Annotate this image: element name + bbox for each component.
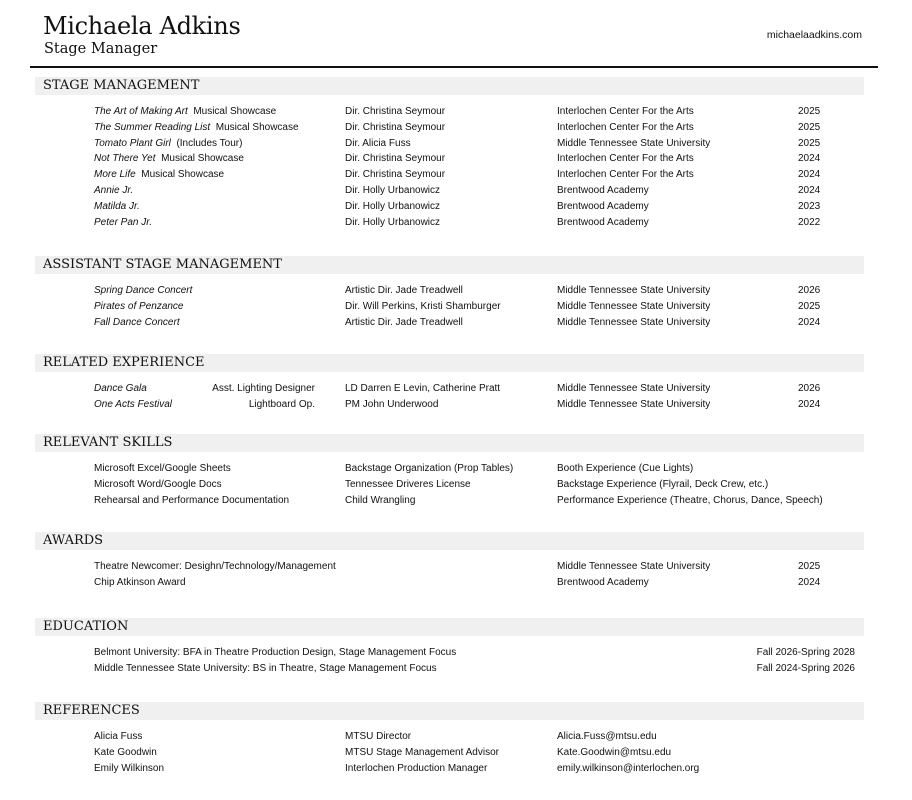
entry-primary: Rehearsal and Performance Documentation bbox=[94, 494, 290, 506]
list-item bbox=[0, 183, 912, 199]
section-rows-stage-management bbox=[0, 104, 912, 230]
section-header-related-experience bbox=[35, 354, 864, 372]
entry-secondary: Tennessee Driveres License bbox=[345, 478, 471, 490]
venue: Brentwood Academy bbox=[557, 200, 649, 212]
venue: Brentwood Academy bbox=[557, 216, 649, 228]
year: 2022 bbox=[798, 216, 821, 228]
list-item bbox=[0, 461, 912, 477]
production-entry bbox=[94, 151, 244, 167]
production-title: The Summer Reading List bbox=[94, 121, 211, 133]
section-rows-education bbox=[0, 645, 912, 677]
director: Artistic Dir. Jade Treadwell bbox=[345, 316, 463, 328]
list-item bbox=[0, 477, 912, 493]
director: Dir. Will Perkins, Kristi Shamburger bbox=[345, 300, 501, 312]
section-header-stage-management bbox=[35, 77, 864, 95]
list-item bbox=[0, 315, 912, 331]
entry-primary: Chip Atkinson Award bbox=[94, 576, 186, 588]
year: 2024 bbox=[798, 316, 821, 328]
section-heading: RELEVANT SKILLS bbox=[43, 435, 173, 450]
production-entry bbox=[94, 381, 147, 397]
director: Dir. Alicia Fuss bbox=[345, 137, 411, 149]
entry-primary: Kate Goodwin bbox=[94, 746, 157, 758]
list-item bbox=[0, 729, 912, 745]
entry-primary: Emily Wilkinson bbox=[94, 762, 165, 774]
production-title: Dance Gala bbox=[94, 383, 147, 394]
section-heading: RELATED EXPERIENCE bbox=[43, 355, 205, 370]
entry-primary: Alicia Fuss bbox=[94, 731, 143, 742]
director: Dir. Christina Seymour bbox=[345, 153, 446, 165]
section-rows-relevant-skills bbox=[0, 461, 912, 508]
production-title: Peter Pan Jr. bbox=[94, 216, 152, 228]
production-entry bbox=[94, 104, 276, 120]
list-item bbox=[0, 299, 912, 315]
section-heading: AWARDS bbox=[43, 533, 104, 548]
entry-tertiary: Backstage Experience (Flyrail, Deck Crew, etc.) bbox=[557, 478, 769, 490]
section-rows-related-experience bbox=[0, 381, 912, 413]
year: 2025 bbox=[798, 561, 821, 572]
director: Artistic Dir. Jade Treadwell bbox=[345, 285, 463, 296]
year: 2024 bbox=[798, 184, 821, 196]
entry-primary: Microsoft Word/Google Docs bbox=[94, 478, 222, 490]
year: 2026 bbox=[798, 383, 821, 394]
venue: Interlochen Center For the Arts bbox=[557, 121, 694, 133]
venue: Interlochen Center For the Arts bbox=[557, 153, 694, 165]
production-title: One Acts Festival bbox=[94, 398, 172, 410]
year: 2024 bbox=[798, 398, 821, 410]
production-entry bbox=[94, 120, 299, 136]
entry-primary: Middle Tennessee State University: BS in Theatre, Stage Management Focus bbox=[94, 662, 437, 674]
list-item bbox=[0, 136, 912, 152]
venue: Interlochen Center For the Arts bbox=[557, 169, 694, 181]
director: LD Darren E Levin, Catherine Pratt bbox=[345, 383, 501, 394]
section-heading: STAGE MANAGEMENT bbox=[43, 78, 200, 93]
production-note: Musical Showcase bbox=[141, 169, 225, 181]
production-entry bbox=[94, 397, 172, 413]
production-entry bbox=[94, 183, 133, 199]
entry-tertiary[interactable]: emily.wilkinson@interlochen.org bbox=[557, 762, 700, 774]
list-item bbox=[0, 575, 912, 591]
section-rows-assistant-stage-management bbox=[0, 283, 912, 330]
production-entry bbox=[94, 199, 140, 215]
year: 2025 bbox=[798, 106, 821, 117]
director: Dir. Holly Urbanowicz bbox=[345, 200, 441, 212]
year: 2024 bbox=[798, 153, 821, 165]
director: Dir. Holly Urbanowicz bbox=[345, 216, 441, 228]
venue: Interlochen Center For the Arts bbox=[557, 106, 694, 117]
production-title: Fall Dance Concert bbox=[94, 316, 180, 328]
production-entry bbox=[94, 283, 192, 299]
production-title: Pirates of Penzance bbox=[94, 300, 184, 312]
entry-secondary: Interlochen Production Manager bbox=[345, 762, 488, 774]
venue: Middle Tennessee State University bbox=[557, 398, 711, 410]
section-heading: REFERENCES bbox=[43, 703, 140, 718]
production-title: Tomato Plant Girl bbox=[94, 137, 171, 149]
year: 2025 bbox=[798, 300, 821, 312]
year: 2026 bbox=[798, 285, 821, 296]
list-item bbox=[0, 661, 912, 677]
dates: Fall 2024-Spring 2026 bbox=[756, 662, 855, 674]
year: 2025 bbox=[798, 137, 821, 149]
production-note: (Includes Tour) bbox=[176, 137, 243, 149]
list-item bbox=[0, 761, 912, 777]
list-item bbox=[0, 167, 912, 183]
venue: Middle Tennessee State University bbox=[557, 383, 711, 394]
production-title: Not There Yet bbox=[94, 153, 156, 165]
entry-primary: Microsoft Excel/Google Sheets bbox=[94, 463, 231, 474]
year: 2024 bbox=[798, 576, 821, 588]
venue: Middle Tennessee State University bbox=[557, 285, 711, 296]
section-header-awards bbox=[35, 532, 864, 550]
position: Lightboard Op. bbox=[248, 398, 315, 410]
entry-tertiary: Brentwood Academy bbox=[557, 576, 649, 588]
section-header-relevant-skills bbox=[35, 434, 864, 452]
section-header-assistant-stage-management bbox=[35, 256, 864, 274]
section-header-references bbox=[35, 702, 864, 720]
entry-primary: Belmont University: BFA in Theatre Production Design, Stage Management Focus bbox=[94, 647, 457, 658]
website-link[interactable]: michaelaadkins.com bbox=[766, 29, 862, 41]
section-header-education bbox=[35, 618, 864, 636]
director: Dir. Christina Seymour bbox=[345, 106, 446, 117]
production-note: Musical Showcase bbox=[193, 106, 277, 117]
position: Asst. Lighting Designer bbox=[212, 383, 315, 394]
list-item bbox=[0, 559, 912, 575]
list-item bbox=[0, 283, 912, 299]
director: Dir. Christina Seymour bbox=[345, 169, 446, 181]
list-item bbox=[0, 215, 912, 231]
production-note: Musical Showcase bbox=[161, 153, 244, 165]
entry-primary: Theatre Newcomer: Desighn/Technology/Management bbox=[94, 561, 336, 572]
entry-tertiary: Middle Tennessee State University bbox=[557, 561, 711, 572]
venue: Middle Tennessee State University bbox=[557, 300, 711, 312]
production-title: Annie Jr. bbox=[94, 184, 134, 196]
list-item bbox=[0, 381, 912, 397]
venue: Brentwood Academy bbox=[557, 184, 649, 196]
entry-secondary: MTSU Director bbox=[345, 731, 412, 742]
list-item bbox=[0, 120, 912, 136]
section-heading: ASSISTANT STAGE MANAGEMENT bbox=[43, 257, 282, 272]
production-entry bbox=[94, 315, 180, 331]
applicant-name: Michaela Adkins bbox=[43, 12, 241, 40]
year: 2025 bbox=[798, 121, 821, 133]
section-heading: EDUCATION bbox=[43, 619, 129, 634]
list-item bbox=[0, 104, 912, 120]
list-item bbox=[0, 199, 912, 215]
list-item bbox=[0, 397, 912, 413]
entry-tertiary: Performance Experience (Theatre, Chorus, Dance, Speech) bbox=[557, 494, 823, 506]
list-item bbox=[0, 745, 912, 761]
director: Dir. Christina Seymour bbox=[345, 121, 446, 133]
section-rows-awards bbox=[0, 559, 912, 591]
applicant-title: Stage Manager bbox=[44, 41, 158, 57]
list-item bbox=[0, 493, 912, 509]
venue: Middle Tennessee State University bbox=[557, 137, 711, 149]
year: 2024 bbox=[798, 169, 821, 181]
header-divider bbox=[30, 66, 878, 68]
entry-secondary: MTSU Stage Management Advisor bbox=[345, 746, 499, 758]
entry-tertiary[interactable]: Kate.Goodwin@mtsu.edu bbox=[557, 746, 672, 758]
venue: Middle Tennessee State University bbox=[557, 316, 711, 328]
director: Dir. Holly Urbanowicz bbox=[345, 184, 441, 196]
entry-secondary: Child Wrangling bbox=[345, 494, 416, 506]
production-entry bbox=[94, 299, 184, 315]
production-entry bbox=[94, 215, 152, 231]
production-title: More Life bbox=[94, 169, 136, 181]
list-item bbox=[0, 645, 912, 661]
list-item bbox=[0, 151, 912, 167]
dates: Fall 2026-Spring 2028 bbox=[756, 647, 855, 658]
production-entry bbox=[94, 167, 224, 183]
section-rows-references bbox=[0, 729, 912, 776]
production-note: Musical Showcase bbox=[215, 121, 299, 133]
production-entry bbox=[94, 136, 242, 152]
director: PM John Underwood bbox=[345, 398, 439, 410]
production-title: Spring Dance Concert bbox=[94, 285, 193, 296]
production-title: The Art of Making Art bbox=[94, 106, 188, 117]
entry-tertiary[interactable]: Alicia.Fuss@mtsu.edu bbox=[557, 731, 657, 742]
entry-secondary: Backstage Organization (Prop Tables) bbox=[345, 463, 514, 474]
production-title: Matilda Jr. bbox=[94, 200, 140, 212]
year: 2023 bbox=[798, 200, 821, 212]
entry-tertiary: Booth Experience (Cue Lights) bbox=[557, 463, 694, 474]
